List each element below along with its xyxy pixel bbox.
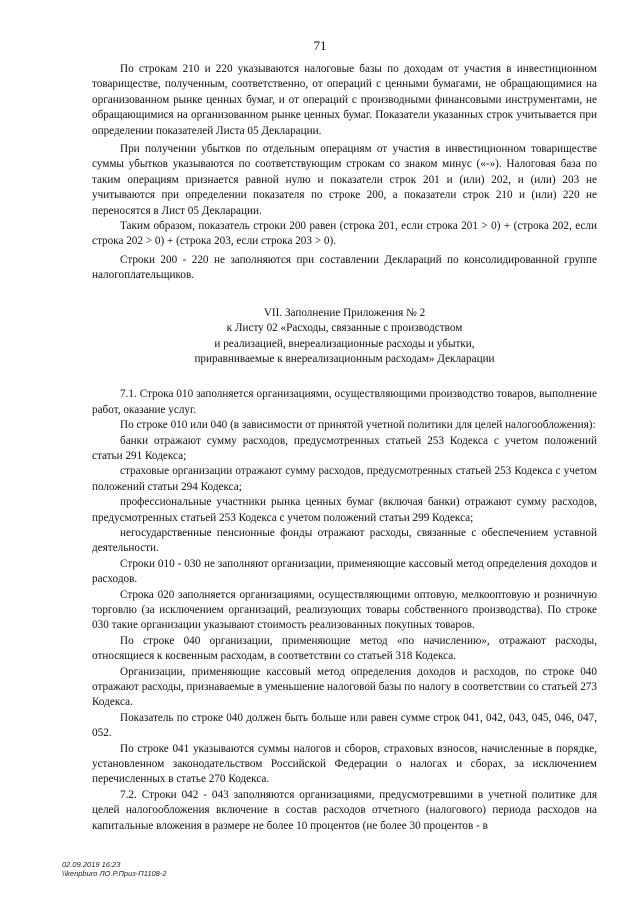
page-number: 71 bbox=[313, 38, 327, 53]
section-heading bbox=[92, 306, 597, 368]
paragraph: банки отражают сумму расходов, предусмотренных статьей 253 Кодекса с учетом положений статьи 291 Кодекса; bbox=[92, 434, 597, 462]
footer bbox=[62, 860, 167, 878]
paragraph: По строке 010 или 040 (в зависимости от принятой учетной политики для целей налогообложения): bbox=[120, 419, 596, 432]
footer-timestamp: 02.09.2019 16:23 bbox=[62, 860, 121, 869]
paragraph: негосударственные пенсионные фонды отражают расходы, связанные с обеспечением уставной деятельности. bbox=[92, 526, 597, 555]
paragraph: По строкам 210 и 220 указываются налоговые базы по доходам от участия в инвестиционном товариществе, полученным, соответственно, от операций с ценными бумагами, не обращающимися на организованном рынке ценных бумаг, и от операций с производными финансовыми инструментами, не обращающимися на организованном рынке ценных бумаг. Показатели указанных строк учитывается при определении показателей Листа 05 Декларации. bbox=[92, 63, 597, 137]
paragraph: профессиональные участники рынка ценных бумаг (включая банки) отражают сумму расходов, предусмотренных статьей 253 Кодекса с учетом положений статьи 299 Кодекса; bbox=[92, 496, 597, 524]
paragraph: Показатель по строке 040 должен быть больше или равен сумме строк 041, 042, 043, 045, 046, 047, 052. bbox=[92, 711, 597, 740]
paragraph: По строке 040 организации, применяющие метод «по начислению», отражают расходы, относящиеся к косвенным расходам, в соответствии со статьей 318 Кодекса. bbox=[92, 634, 597, 663]
section-heading-line: VII. Заполнение Приложения № 2 bbox=[263, 306, 426, 319]
paragraph: При получении убытков по отдельным операциям от участия в инвестиционном товариществе суммы убытков указываются по соответствующим строкам со знаком минус («-»). Налоговая база по таким операциям признается равной нулю и показатели строк 201 и (или) 202, и (или) 203 не учитываются при определении показателя по строке 200, а показатели строк 210 и (или) 220 не переносятся в Лист 05 Декларации. bbox=[92, 143, 597, 217]
paragraph: Строка 020 заполняется организациями, осуществляющими оптовую, мелкооптовую и розничную торговлю (за исключением организаций, реализующих товары собственного производства). По строке 030 такие организации указывают стоимость реализованных покупных товаров. bbox=[92, 588, 597, 632]
footer-file-path: \\kenpburo ЛО.Р.Приз-П1108-2 bbox=[62, 869, 167, 878]
paragraph: 7.2. Строки 042 - 043 заполняются организациями, предусмотревшими в учетной политике для целей налогообложения включение в состав расходов отчетного (налогового) периода расходов на капитальные вложения в размере не более 10 процентов (не более 30 процентов - в bbox=[92, 788, 597, 832]
paragraph: Строки 010 - 030 не заполняют организации, применяющие кассовый метод определения доходов и расходов. bbox=[92, 557, 597, 586]
section-heading-line: и реализацией, внереализационные расходы и убытки, bbox=[214, 337, 475, 350]
section-heading-line: к Листу 02 «Расходы, связанные с производством bbox=[226, 322, 463, 335]
paragraph: страховые организации отражают сумму расходов, предусмотренных статьей 253 Кодекса с учетом положений статьи 294 Кодекса; bbox=[92, 465, 597, 493]
paragraph: 7.1. Строка 010 заполняется организациями, осуществляющими производство товаров, выполнение работ, оказание услуг. bbox=[92, 388, 597, 416]
paragraph: Таким образом, показатель строки 200 равен (строка 201, если строка 201 > 0) + (строка 202, если строка 202 > 0) + (строка 203, если строка 203 > 0). bbox=[92, 220, 597, 248]
paragraph: Строки 200 - 220 не заполняются при составлении Деклараций по консолидированной группе налогоплательщиков. bbox=[92, 253, 597, 282]
section-heading-line: приравниваемые к внереализационным расходам» Декларации bbox=[194, 352, 495, 365]
paragraph: По строке 041 указываются суммы налогов и сборов, страховых взносов, начисленные в порядке, установленном законодательством Российской Федерации о налогах и сборах, за исключением перечисленных в статье 270 Кодекса. bbox=[92, 742, 597, 786]
paragraph: Организации, применяющие кассовый метод определения доходов и расходов, по строке 040 отражают расходы, признаваемые в уменьшение налоговой базы по налогу в соответствии со статьей 273 Кодекса. bbox=[92, 665, 597, 709]
document-body bbox=[92, 62, 597, 834]
